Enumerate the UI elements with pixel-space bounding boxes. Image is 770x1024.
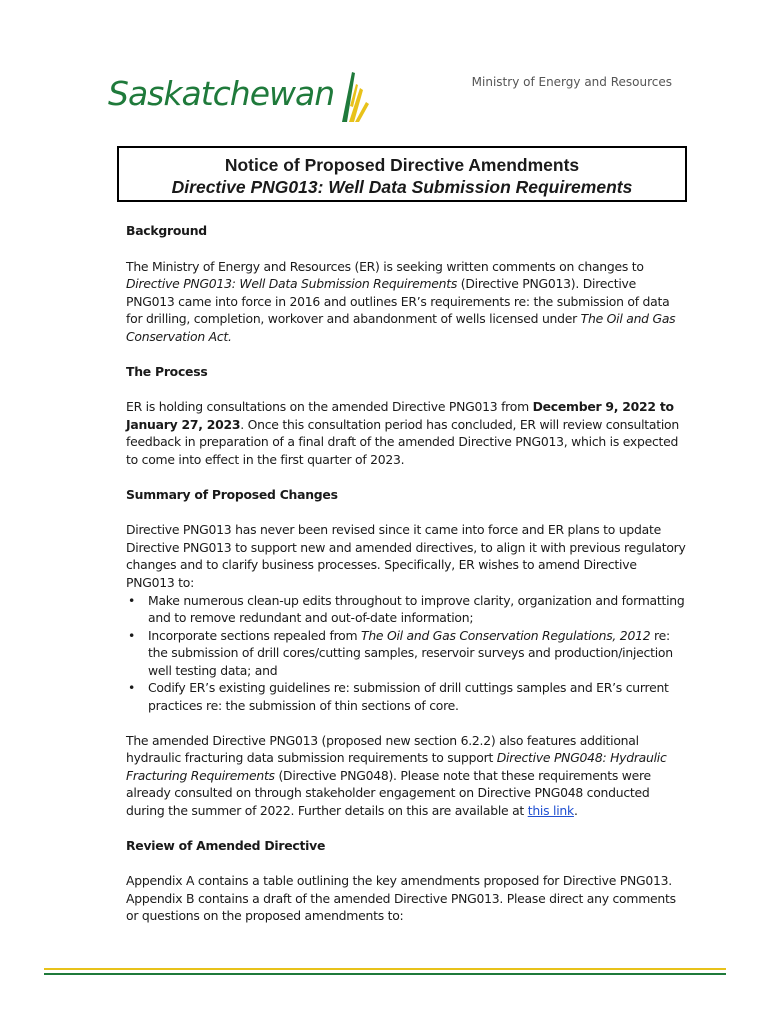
footer-rule-green xyxy=(44,973,726,975)
wheat-sheaf-icon xyxy=(338,66,370,124)
process-heading: The Process xyxy=(126,363,208,379)
review-heading: Review of Amended Directive xyxy=(126,837,326,853)
logo-wordmark: Saskatchewan xyxy=(108,74,335,113)
this-link[interactable]: this link xyxy=(527,803,574,819)
list-item: • Incorporate sections repealed from The Oil and Gas Conservation Regulations, 2012 re: the submission of drill cores/cutting samples, reservoir surveys and production/injection well testing data; and xyxy=(128,627,673,678)
background-heading: Background xyxy=(126,223,207,238)
list-item: • Make numerous clean-up edits throughout to improve clarity, organization and formatting and to remove redundant and out-of-date information; xyxy=(128,592,685,626)
hydraulic-fracturing-paragraph: The amended Directive PNG013 (proposed new section 6.2.2) also features additional hydraulic fracturing data submission requirements to support Directive PNG048: Hydraulic Fracturing Requirements (Directive PNG048). Please note that these requirements were already consulted on through stakeholder engagement on Directive PNG048 conducted during the summer of 2022. Further details on this are available at this link. xyxy=(126,732,667,819)
changes-list xyxy=(126,592,686,715)
review-paragraph: Appendix A contains a table outlining the key amendments proposed for Directive PNG013. Appendix B contains a draft of the amended Directive PNG013. Please direct any comments or questions on the proposed amendments to: xyxy=(126,873,676,924)
summary-intro: Directive PNG013 has never been revised since it came into force and ER plans to update Directive PNG013 to support new and amended directives, to align it with previous regulatory changes and to clarify business processes. Specifically, ER wishes to amend Directive PNG013 to: xyxy=(126,522,686,590)
saskatchewan-logo xyxy=(108,66,368,124)
background-paragraph: The Ministry of Energy and Resources (ER) is seeking written comments on changes to Directive PNG013: Well Data Submission Requirements (Directive PNG013). Directive PNG013 came into force in 2016 and outlines ER’s requirements re: the submission of data for drilling, completion, workover and abandonment of wells licensed under The Oil and Gas Conservation Act. xyxy=(126,258,676,344)
document-body xyxy=(126,222,686,925)
footer-rule-yellow xyxy=(44,968,726,970)
ministry-name: Ministry of Energy and Resources xyxy=(471,75,672,89)
list-item: • Codify ER’s existing guidelines re: submission of drill cuttings samples and ER’s current practices re: the submission of thin sections of core. xyxy=(128,680,669,714)
process-paragraph: ER is holding consultations on the amended Directive PNG013 from December 9, 2022 to January 27, 2023. Once this consultation period has concluded, ER will review consultation feedback in preparation of a final draft of the amended Directive PNG013, which is expected to come into effect in the first quarter of 2023. xyxy=(126,399,679,467)
notice-title-box xyxy=(117,146,687,202)
notice-subtitle: Directive PNG013: Well Data Submission Requirements xyxy=(171,177,633,197)
notice-title: Notice of Proposed Directive Amendments xyxy=(224,155,580,175)
summary-heading: Summary of Proposed Changes xyxy=(126,486,338,502)
